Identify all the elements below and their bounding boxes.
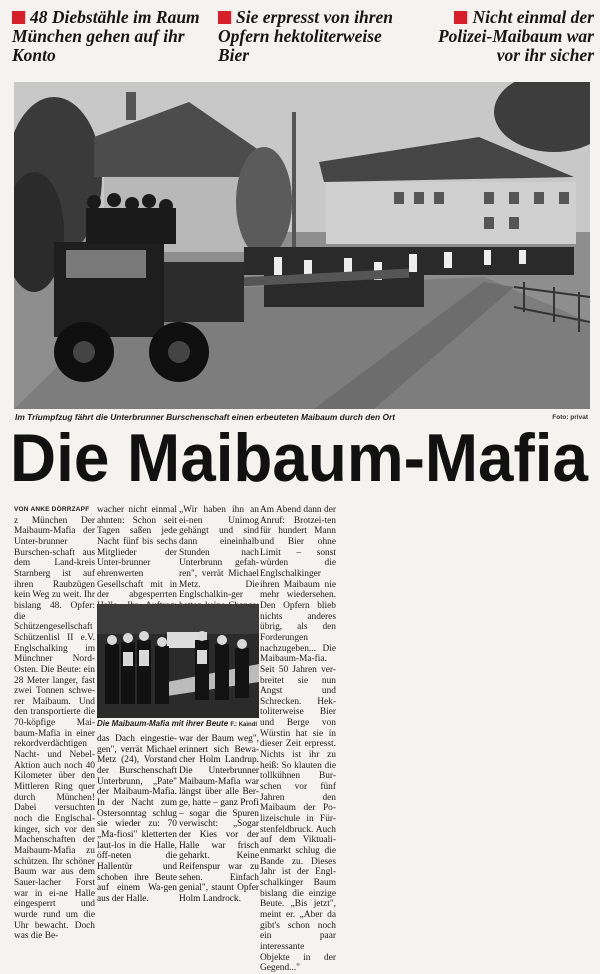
photo-credit: Foto: privat (552, 414, 588, 421)
article-column-3-bottom (179, 734, 259, 905)
column-3b-text: war der Baum weg", erinnert sich Bewa-cher Holm Landrup. Die Unterbrunner Maibaum-Mafia war längst über alle Ber-ge, hatte – ganz Profi – sogar die Spuren verwischt: „Sogar der Kies vor der Halle war frisch geharkt. Keine Reifenspur war zu sehen. Einfach genial", staunt Opfer Holm Landrock. (179, 734, 259, 904)
main-photo (14, 82, 590, 409)
kicker-3: Nicht einmal der Polizei-Maibaum war vor ihr sicher (437, 7, 594, 65)
kicker-2: Sie erpresst von ihren Opfern hektoliterweise Bier (218, 7, 394, 65)
article-column-4 (260, 505, 336, 974)
column-2a-text: wacher nicht einmal ahnten: Schon seit Tagen saßen jede Nacht fünf bis sechs Mitglieder der Unter-brunner ehrenwerten Gesellschaft mit in der abgesperrten (97, 505, 177, 601)
headline (8, 415, 592, 495)
inset-caption-text: Die Maibaum-Mafia mit ihrer Beute (97, 719, 229, 728)
column-1-text: z München Der Maibaum-Mafia der Unter-brunner Burschen-schaft aus dem Land-kreis Starnberg ist auf ihren Raubzügen kein Weg zu weit. Ihr bislang 48. Opfer: die Schützengesellschaft Schützenlisl II e.V. Englschalking im Münchner Nord-Osten. Die Beute: ein 28 Meter langer, fast zwei Tonnen schwe-rer Maibaum. Und den transportierte die 70-köpfige Mai-baum-Mafia in einer rekordverdächtigen Nacht- und Nebel-Aktion auch noch 40 Kilometer über den Mittleren Ring quer durch München! Dabei versuchten noch die Englschal-kinger, sich vor den Machenschaften der Maibaum-Mafia zu schützen. Ihr schöner Baum war aus dem Sauer-lacher Forst war in ei-ne Halle eingesperrt und wurde rund um die Uhr bewacht. Doch was die Be- (14, 515, 95, 942)
byline: VON ANKE DÖRRZAPF (14, 506, 90, 513)
column-3a-text: „Wir haben ihn an ei-nen Unimog gehängt und sind dann eineinhalb Stunden nach Unterbrunn gefah-ren", verrät Michael Metz. Die Englschalkin-ger (179, 505, 259, 601)
group-photo-illustration (97, 604, 259, 718)
red-square-bullet (12, 11, 25, 24)
inset-caption (97, 719, 260, 728)
photo-caption: Im Triumpfzug fährt die Unterbrunner Burschenschaft einen erbeuteten Maibaum durch den Ort (15, 412, 396, 422)
headline-text: Die Maibaum-Mafia (10, 420, 590, 495)
red-square-bullet (454, 11, 467, 24)
column-2b-text: das Dach eingestie-gen", verrät Michael Metz (24), Vorstand der Burschenschaft Unterbrunn, „Pate" der Maibaum-Mafia. In der Nacht zum Ostersonntag schlug sie wieder zu: 70 „Ma-fiosi" kletterten laut-los in die Halle, öff-neten die Hallentür und schoben ihre Beute auf einem Wa-gen aus der Halle. (97, 734, 177, 904)
inset-credit: F.: Kaindl (230, 722, 258, 728)
inset-photo (97, 604, 259, 718)
column-4-text: Am Abend dann der Anruf: Brotzei-ten für hundert Mann und Bier ohne Limit – sonst würden die Englschalkinger ihren Maibaum nie mehr wiedersehen. Den Opfern blieb nichts anderes übrig, als den Forderungen nachzugeben... Die Maibaum-Ma-fia. Seit 50 Jahren ver-breitet sie nun Angst und Schrecken. Hek-toliterweise Bier und Berge von Würstin hat sie in dieser Zeit erpresst. Nichts ist ihr zu heiß: So klauten die tollkühnen Bur-schen vor fünf Jahren den Maibaum der Po-lizeischule in Für-stenfeldbruck. Auch auf dem Viktuali-enmarkt schlug die Bande zu. Dieses Jahr ist der Engl-schalkinger Baum bislang die einzige Beute. „Bis jetzt", meint er. „Aber da gibt's schon noch ein paar interessante Objekte in der Gegend..." (260, 505, 336, 974)
procession-photo-illustration (14, 82, 590, 409)
kicker-headlines (8, 8, 592, 78)
article-column-1 (14, 505, 95, 942)
kicker-1: 48 Diebstähle im Raum München gehen auf ihr Konto (12, 7, 200, 65)
red-square-bullet (218, 11, 231, 24)
article-column-2-bottom (97, 734, 177, 905)
